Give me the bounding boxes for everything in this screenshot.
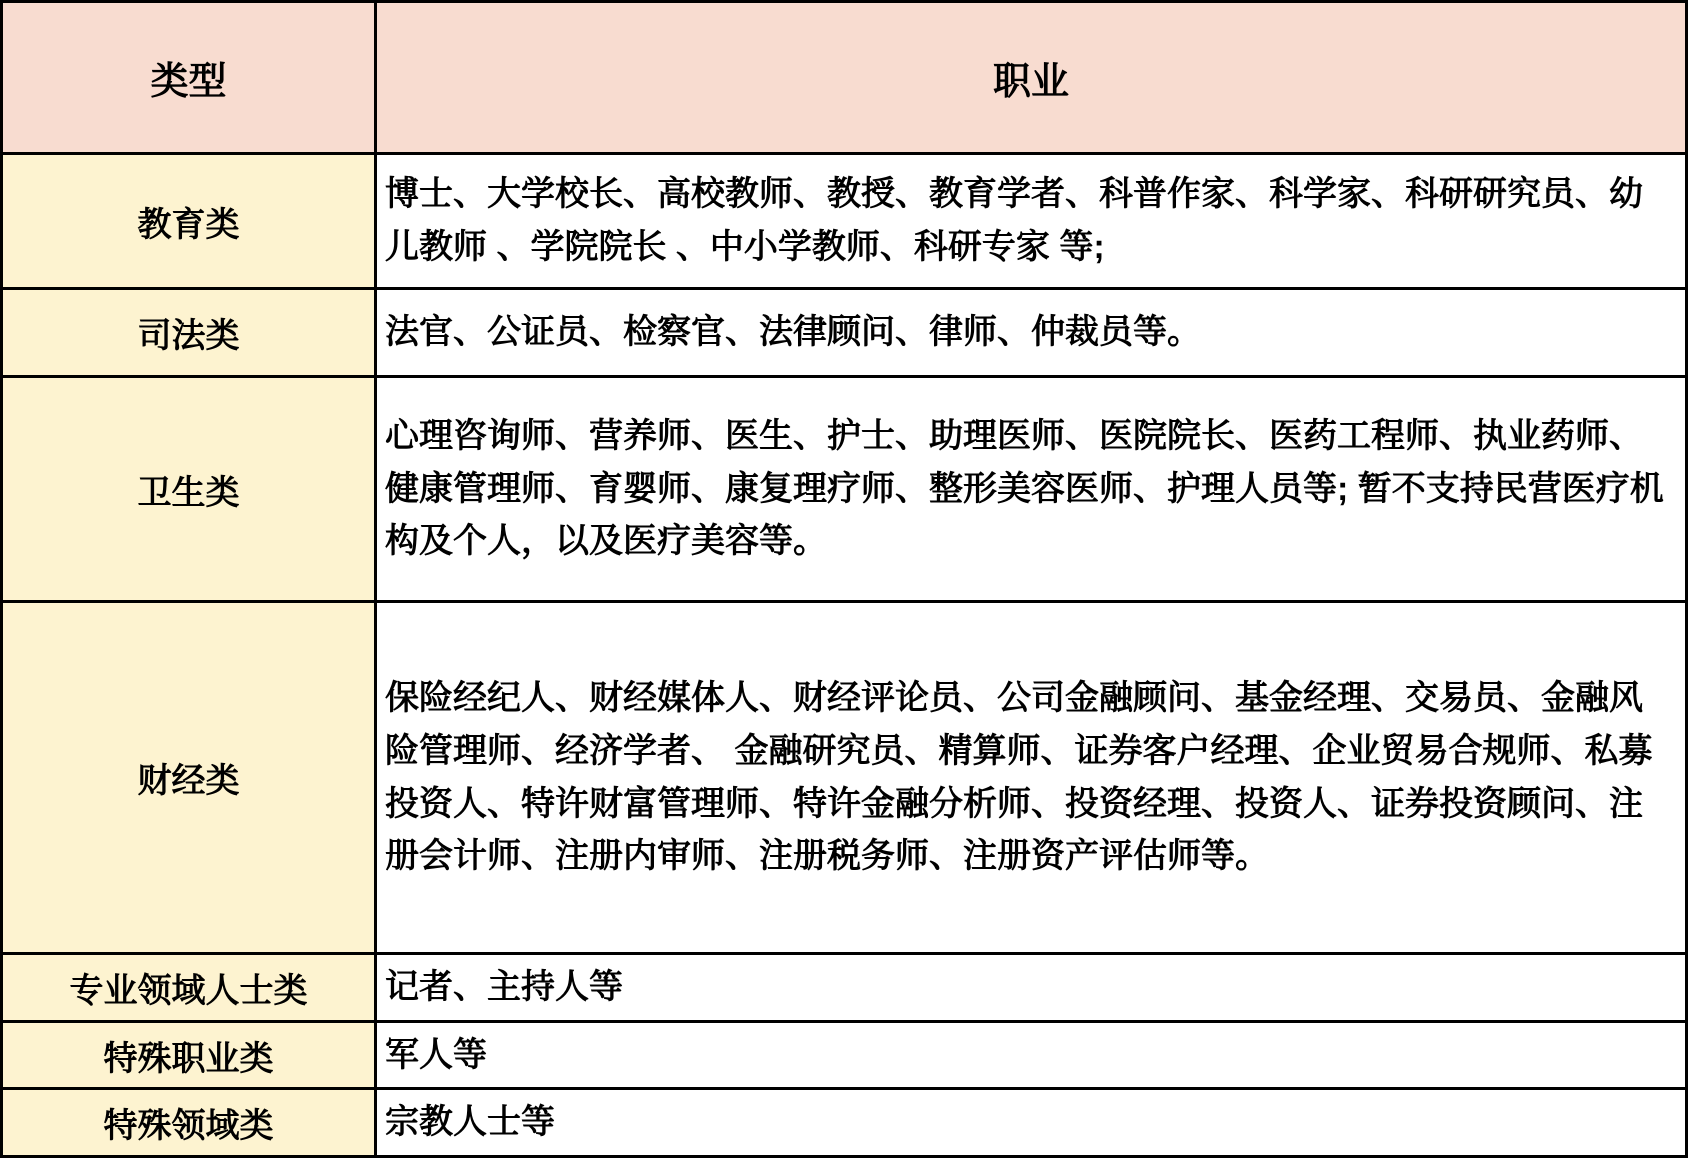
occupation-cell-education: 博士、大学校长、高校教师、教授、教育学者、科普作家、科学家、科研研究员、幼儿教师 、学院院长 、中小学教师、科研专家 等;	[376, 154, 1687, 289]
occupation-cell-special-occupation: 军人等	[376, 1021, 1687, 1089]
table-row	[2, 289, 1687, 377]
occupation-cell-finance: 保险经纪人、财经媒体人、财经评论员、公司金融顾问、基金经理、交易员、金融风险管理师、经济学者、 金融研究员、精算师、证券客户经理、企业贸易合规师、私募投资人、特许财富管理师、特许金融分析师、投资经理、投资人、证券投资顾问、注册会计师、注册内审师、注册税务师、注册资产评估师等。	[376, 602, 1687, 954]
column-header-type: 类型	[2, 2, 376, 154]
type-cell-finance: 财经类	[2, 602, 376, 954]
table-header-row	[2, 2, 1687, 154]
occupation-cell-special-field: 宗教人士等	[376, 1089, 1687, 1157]
occupation-cell-professional: 记者、主持人等	[376, 954, 1687, 1022]
occupation-cell-judicial: 法官、公证员、检察官、法律顾问、律师、仲裁员等。	[376, 289, 1687, 377]
occupation-cell-health: 心理咨询师、营养师、医生、护士、助理医师、医院院长、医药工程师、执业药师、健康管理师、育婴师、康复理疗师、整形美容医师、护理人员等; 暂不支持民营医疗机构及个人，以及医疗美容等。	[376, 377, 1687, 602]
type-cell-education: 教育类	[2, 154, 376, 289]
table-row	[2, 602, 1687, 954]
type-cell-judicial: 司法类	[2, 289, 376, 377]
table-row	[2, 377, 1687, 602]
table-row	[2, 954, 1687, 1022]
type-cell-health: 卫生类	[2, 377, 376, 602]
type-cell-special-field: 特殊领域类	[2, 1089, 376, 1157]
table-row	[2, 154, 1687, 289]
type-cell-special-occupation: 特殊职业类	[2, 1021, 376, 1089]
table-row	[2, 1089, 1687, 1157]
column-header-occupation: 职业	[376, 2, 1687, 154]
type-cell-professional: 专业领域人士类	[2, 954, 376, 1022]
table-row	[2, 1021, 1687, 1089]
